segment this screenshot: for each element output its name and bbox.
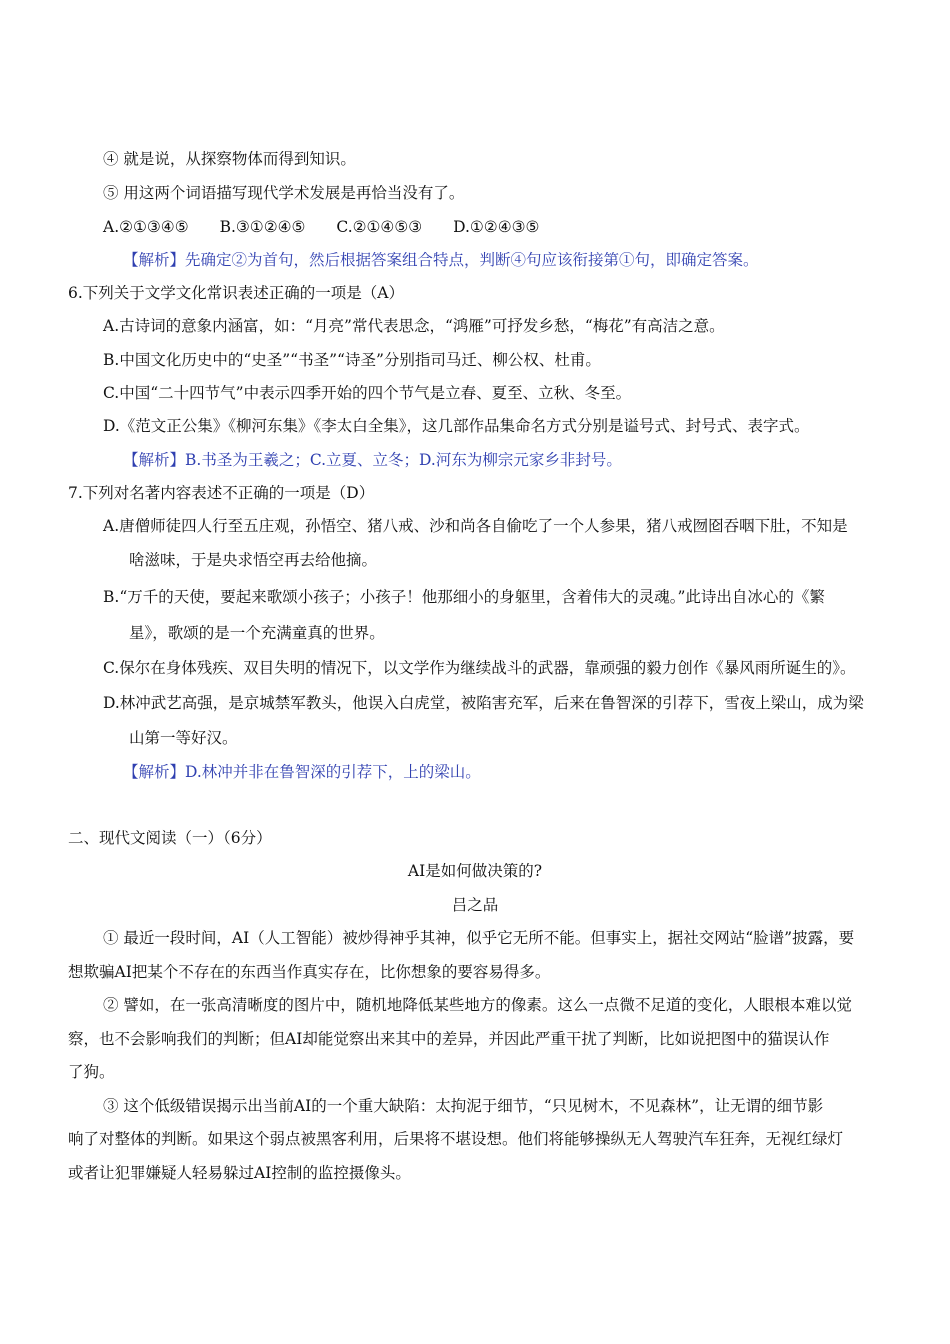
q6-stem: 6.下列关于文学文化常识表述正确的一项是（A）: [68, 284, 404, 302]
paragraph-2-cont-1: 察，也不会影响我们的判断；但AI却能觉察出来其中的差异，并因此严重干扰了判断，比如说把图中的猫误认作: [68, 1030, 830, 1048]
q7-option-a: A.唐僧师徒四人行至五庄观，孙悟空、猪八戒、沙和尚各自偷吃了一个人参果，猪八戒囫囵吞咽下肚，不知是: [103, 517, 848, 535]
q7-analysis: 【解析】D.林冲并非在鲁智深的引荐下，上的梁山。: [123, 763, 481, 781]
q7-stem: 7.下列对名著内容表述不正确的一项是（D）: [68, 484, 375, 502]
q7-option-a-cont: 啥滋味，于是央求悟空再去给他摘。: [129, 551, 378, 569]
q5-item-4: ④ 就是说，从探察物体而得到知识。: [103, 150, 356, 168]
section-heading: 二、现代文阅读（一）（6分）: [68, 829, 272, 847]
article-title: AI是如何做决策的?: [407, 862, 543, 880]
paragraph-1-cont: 想欺骗AI把某个不存在的东西当作真实存在，比你想象的要容易得多。: [68, 963, 551, 981]
q5-options: A.②①③④⑤ B.③①②④⑤ C.②①④⑤③ D.①②④③⑤: [103, 218, 540, 236]
paragraph-3-cont-2: 或者让犯罪嫌疑人轻易躲过AI控制的监控摄像头。: [68, 1164, 411, 1182]
q6-option-b: B.中国文化历史中的“史圣”“书圣”“诗圣”分别指司马迁、柳公权、杜甫。: [103, 351, 601, 369]
q7-option-b: B.“万千的天使，要起来歌颂小孩子；小孩子！他那细小的身躯里，含着伟大的灵魂。”此诗出自冰心的《繁: [103, 588, 825, 606]
paragraph-3: ③ 这个低级错误揭示出当前AI的一个重大缺陷：太拘泥于细节，“只见树木，不见森林”，让无谓的细节影: [103, 1097, 824, 1115]
q7-option-d-cont: 山第一等好汉。: [129, 729, 238, 747]
q7-option-d: D.林冲武艺高强，是京城禁军教头，他误入白虎堂，被陷害充军，后来在鲁智深的引荐下，雪夜上梁山，成为梁: [103, 694, 864, 712]
q6-option-a: A.古诗词的意象内涵富，如：“月亮”常代表思念，“鸿雁”可抒发乡愁，“梅花”有高洁之意。: [103, 317, 725, 335]
q5-item-5: ⑤ 用这两个词语描写现代学术发展是再恰当没有了。: [103, 184, 465, 202]
article-author: 吕之品: [451, 896, 499, 914]
q6-option-d: D.《范文正公集》《柳河东集》《李太白全集》，这几部作品集命名方式分别是谥号式、封号式、表字式。: [103, 417, 810, 435]
paragraph-1: ① 最近一段时间，AI（人工智能）被炒得神乎其神，似乎它无所不能。但事实上，据社交网站“脸谱”披露，要: [103, 929, 855, 947]
q6-analysis: 【解析】B.书圣为王羲之；C.立夏、立冬；D.河东为柳宗元家乡非封号。: [123, 451, 622, 469]
q5-analysis: 【解析】先确定②为首句，然后根据答案组合特点，判断④句应该衔接第①句，即确定答案。: [123, 251, 759, 269]
paragraph-3-cont-1: 响了对整体的判断。如果这个弱点被黑客利用，后果将不堪设想。他们将能够操纵无人驾驶汽车狂奔，无视红绿灯: [68, 1130, 844, 1148]
q7-option-c: C.保尔在身体残疾、双目失明的情况下，以文学作为继续战斗的武器，靠顽强的毅力创作《暴风雨所诞生的》。: [103, 659, 856, 677]
q7-option-b-cont: 星》，歌颂的是一个充满童真的世界。: [129, 624, 385, 642]
paragraph-2-cont-2: 了狗。: [68, 1063, 115, 1081]
q6-option-c: C.中国“二十四节气”中表示四季开始的四个节气是立春、夏至、立秋、冬至。: [103, 384, 632, 402]
paragraph-2: ② 譬如，在一张高清晰度的图片中，随机地降低某些地方的像素。这么一点微不足道的变化，人眼根本难以觉: [103, 996, 852, 1014]
